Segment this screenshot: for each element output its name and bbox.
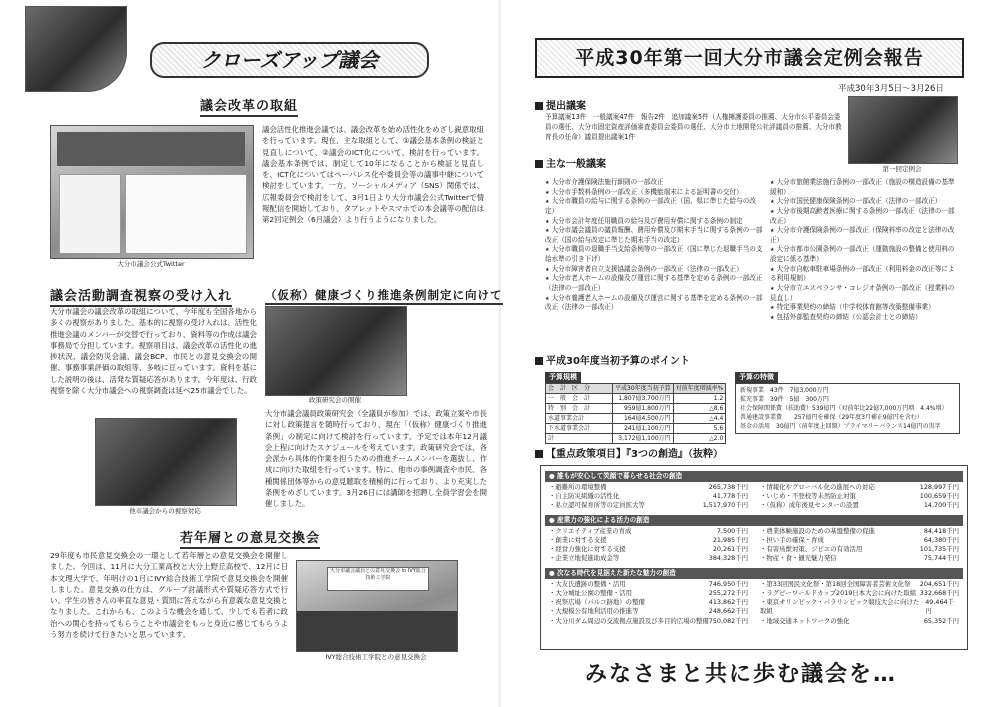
policy-item-amount: 413,862千円	[708, 598, 748, 607]
policy-item-amount: 20,261千円	[712, 545, 748, 554]
policy-item-amount: 265,738千円	[708, 482, 748, 491]
budget-table-cell: 164億4,500万円	[613, 414, 674, 424]
budget-table-row	[546, 394, 726, 404]
health-title: （仮称）健康づくり推進条例制定に向けて	[265, 288, 503, 304]
policy-column	[760, 527, 959, 564]
reform-title: 議会改革の取組	[200, 98, 298, 116]
policy-item-amount: 14,700千円	[923, 501, 959, 510]
policy-item-name: ・ ラグビーワールドカップ2019日本大会に向けた取組	[760, 589, 916, 598]
budget-features-list	[735, 383, 960, 434]
budget-table-header-cell: 会 計 区 分	[546, 384, 613, 394]
policy-item-name: ・ 大友氏遺跡の整備・活用	[549, 580, 626, 589]
budget-table-header-cell: 対前年度増減率%	[673, 384, 726, 394]
policy-item-name: ・ 情報化やグローバル化の進展への対応	[760, 483, 875, 492]
budget-table-cell: 計	[546, 434, 613, 444]
policy-item-name: ・ 地域交通ネットワークの強化	[760, 617, 849, 626]
budget-feature-line: 新規事業 43件 7億3,000万円	[740, 387, 829, 395]
budget-table-cell: △2.0	[673, 434, 726, 444]
policy-item-name: ・ クリエイティブ産業の育成	[549, 527, 631, 536]
policy-column	[760, 580, 959, 626]
policy-category-title: ● 誰もが安心して笑顔で暮らせる社会の創造	[545, 471, 963, 482]
survey-photo	[95, 418, 237, 506]
budget-scale-box	[545, 372, 726, 444]
budget-scale-label: 予算規模	[545, 372, 581, 383]
report-period: 平成30年3月5日～3月26日	[838, 84, 944, 94]
policy-item-amount: 255,272千円	[708, 588, 748, 597]
budget-table-cell: 241億1,100万円	[613, 424, 674, 434]
policy-column	[549, 580, 748, 626]
policy-item	[549, 580, 748, 589]
twitter-caption: 大分市議会公式Twitter	[117, 260, 185, 268]
policy-category-title: ● 産業力の強化による活力の創造	[545, 515, 963, 526]
reform-text: 議会活性化推進会議では、議会改革を始め活性化をめざし鋭意取組を行っています。現在、主な取組として、①議会基本条例の検証と見直しについて、②議会のICT化について、検討を行っています。議会基本条例では、制定して10年になることから検証と見直しを、ICT化についてはペーパレス化や委員会等の議事中継について検討をしています。一方、ソーシャルメディア（SNS）関係では、広報委員会で検討をして、3月1日より大分市議会公式Twitterで情報配信を開始しており、タブレットやスマホでの本会議等の配信は第2回定例会（6月議会）より行うようになりました。	[262, 125, 484, 224]
budget-heading: 平成30年度当初予算のポイント	[535, 355, 690, 369]
policy-item-amount: 100,659千円	[919, 492, 959, 501]
budget-table-cell: 1,807億3,700万円	[613, 394, 674, 404]
proposals-text: 予算議案13件 一般議案47件 報告2件 追加議案5件（人権擁護委員の推薦、大分市公平委員会委員の選任、大分市固定資産評価審査委員会委員の選任、大分市土地開発公社評議員の推薦、大分市教育長の任命）議員提出議案1件	[545, 113, 842, 141]
general-bill-item: ★ 大分市老人ホームの設備及び運営に関する基準を定める条例の一部改正（法律の一部改正）	[545, 274, 765, 293]
policy-box	[540, 465, 968, 650]
policy-item-amount: 248,662千円	[708, 607, 748, 616]
policy-item-name: ・ 物産・食・観光魅力発信	[760, 554, 837, 563]
general-bill-item: ★ 大分市後期高齢者医療に関する条例の一部改正（法律の一部改正）	[770, 207, 960, 226]
policy-item-name: ・ （仮称）成年後見センターの設置	[760, 501, 859, 510]
policy-item-amount: 64,380千円	[923, 535, 959, 544]
policy-item-name: ・ 避難所の環境整備	[549, 483, 607, 492]
youth-photo	[296, 560, 458, 652]
budget-table-row	[546, 434, 726, 444]
policy-item	[549, 554, 748, 563]
survey-title: 議会活動調査視察の受け入れ	[50, 288, 232, 306]
policy-category-items	[545, 579, 963, 627]
budget-table-cell: 5.6	[673, 424, 726, 434]
general-bill-item: ★ 包括外部監査契約の締結（公認会計士との締結）	[770, 313, 960, 323]
survey-caption: 他市議会からの視察対応	[129, 507, 201, 515]
policy-item-name: ・ 大分城址公園の整備・活用	[549, 589, 632, 598]
health-text: 大分市議会議員政策研究会（全議員が参加）では、政策立案や市長に対し政策提言を随時行っており、現在「（仮称）健康づくり推進条例」の制定に向けて検討を行っています。予定では本年12月議会上程に向けたスケジュールを考えています。政策研究会では、各会派から具体的作業を担うための推進チームメンバーを選抜し、作成に向けた取組を行っています。特に、他市の事例調査や市民、各種関係団体等からの意見聴取を積極的に行っており、より充実した条例をめざしています。3月26日には講師を招聘し全員学習会を開催しました。	[265, 409, 487, 508]
proposals-heading: 提出議案	[535, 100, 586, 114]
policy-item	[760, 527, 959, 536]
general-list-right	[770, 178, 960, 322]
budget-feature-line: 社会保障関係費（扶助費）539億円（対前年比22億7,000万円増 4.4%増）	[740, 405, 948, 413]
general-bill-item: ★ 大分市職員の給与に関する条例の一部改正（国、県に準じた給与の改定）	[545, 197, 765, 216]
policy-item-name: ・ 自主防災組織の活性化	[549, 492, 619, 501]
policy-item-name: ・ 祝祭広場（パルコ跡地）の整備	[549, 598, 645, 607]
budget-table-cell: 959億1,800万円	[613, 404, 674, 414]
general-bill-item: ★ 大分市養護老人ホームの設備及び運営に関する基準を定める条例の一部改正（法律の一部改正）	[545, 294, 765, 313]
policy-item-amount: 1,517,970千円	[702, 501, 748, 510]
budget-features-label: 予算の特徴	[735, 372, 778, 383]
general-bill-item: ★ 特定事業契約の締結（中学校体育館等改築整備事業）	[770, 303, 960, 313]
policy-item-name: ・ 担い手の確保・育成	[760, 536, 824, 545]
report-title: 平成30年第一回大分市議会定例会報告	[535, 38, 964, 78]
budget-table-row	[546, 414, 726, 424]
youth-title: 若年層との意見交換会	[180, 530, 320, 548]
budget-table-cell: △4.4	[673, 414, 726, 424]
general-list-left	[545, 178, 765, 313]
budget-table-cell: 一 般 会 計	[546, 394, 613, 404]
policy-item-amount: 750,082千円	[708, 616, 748, 625]
policy-category-items	[545, 482, 963, 512]
closing-message: みなさまと共に歩む議会を…	[585, 662, 898, 687]
policy-item-amount: 204,651千円	[919, 579, 959, 588]
policy-column	[760, 483, 959, 511]
survey-text-top: 大分市議会の議会改革の取組について、今年度も全国各地から多くの視察がありました。基本的に視察の受け入れは、活性化推進会議のメンバーが交替で行っており、資料等の作成は議会事務局で分担しています。視察項目は、議会改革の活性化の進捗状況、議会防災会議、議会BCP、市民との意見交換会の開催、事務事業評価の取組等、多岐に亘っています。資料を基にした説明の後は、活発な質疑応答があります。今年度は、行政視察を除く大分市議会への視察調査は延べ25市議会でした。	[50, 307, 257, 395]
policy-item-name: ・ 有害鳥獣対策、ジビエの有効活用	[760, 545, 862, 554]
budget-feature-line: 普通建設事業費 257億円を確保（29年度3月補正9億円を含む）	[740, 414, 923, 422]
budget-table-cell: 特 別 会 計	[546, 404, 613, 414]
budget-scale-table	[545, 383, 726, 444]
policy-column	[549, 527, 748, 564]
session-photo	[848, 96, 958, 164]
policy-item-amount: 21,985千円	[712, 535, 748, 544]
budget-feature-line: 基金の活用 30億円（前年度上回額）プライマリーバランス14億円の黒字	[740, 423, 941, 431]
policy-item-amount: 75,744千円	[923, 554, 959, 563]
budget-table-cell: 下水道事業会計	[546, 424, 613, 434]
policy-column	[549, 483, 748, 511]
policy-item-amount: 101,735千円	[919, 545, 959, 554]
policy-item-name: ・ 大規模公有地利活用の推進等	[549, 607, 638, 616]
general-bill-item: ★ 大分市国民健康保険条例の一部改正（法律の一部改正）	[770, 197, 960, 207]
policy-item	[760, 589, 959, 598]
policy-item	[760, 536, 959, 545]
general-heading: 主な一般議案	[535, 158, 606, 172]
policy-category-items	[545, 526, 963, 565]
health-caption: 政策研究会の開催	[309, 396, 361, 404]
policy-item	[760, 580, 959, 589]
general-bill-item: ★ 大分市職員の退職手当支給条例等の一部改正（国に準じた退職手当の支給水準の引き下げ）	[545, 245, 765, 264]
policy-item	[760, 554, 959, 563]
general-bill-item: ★ 大分市障害者自立支援協議会条例の一部改正（法律の一部改正）	[545, 265, 765, 275]
policy-item-name: ・ 大分川ダム周辺の交流拠点施設及び多目的広場の整備	[549, 617, 709, 626]
youth-caption: IVY総合技術工学院との意見交換会	[325, 653, 427, 661]
policy-item	[549, 536, 748, 545]
budget-table-row	[546, 424, 726, 434]
policy-item	[549, 589, 748, 598]
policy-item	[549, 483, 748, 492]
policy-item-name: ・ いじめ・不登校等未然防止対策	[760, 492, 856, 501]
budget-table-cell: 3,172億1,100万円	[613, 434, 674, 444]
policy-item-name: ・ 農業体験施設のための基盤整備の促進	[760, 527, 875, 536]
budget-features-box	[735, 372, 960, 434]
policy-item-name: ・ 東京オリンピック・パラリンピック競技大会に向けた取組	[760, 598, 925, 617]
general-bill-item: ★ 大分市都市公園条例の一部改正（運動施設の整備と使用料の設定に係る基準）	[770, 245, 960, 264]
policy-item-name: ・ 私立認可保育所等の定員拡大等	[549, 501, 645, 510]
policy-item-name: ・ 創業に対する支援	[549, 536, 607, 545]
policy-item-amount: 41,778千円	[712, 492, 748, 501]
policy-item-amount: 332,668千円	[919, 588, 959, 597]
policy-item	[549, 617, 748, 626]
youth-event-banner: 大分市議会議員との意見交換会 in IVY総合技術工学院	[327, 567, 429, 591]
general-bill-item: ★ 大分市議会議員の議員報酬、費用弁償及び期末手当に関する条例の一部改正（国の給与改定に準じた期末手当の改定）	[545, 226, 765, 245]
general-bill-item: ★ 大分市旅館業法施行条例の一部改正（施設の構造設備の基準緩和）	[770, 178, 960, 197]
budget-table-cell: 水道事業会計	[546, 414, 613, 424]
page-fold	[499, 0, 501, 707]
youth-text: 29年度も市民意見交換会の一環として若年層との意見交換会を開催しました。今回は、11月に大分工業高校と大分上野丘高校で、12月に日本文理大学で、年明けの1月にIVY総合技術工学院で意見交換会を開催しました。意見交換の仕方は、グループ討議形式や質疑応答方式で行い、学生の皆さんの率直な意見・質問に答えながら有意義な意見交換となりました。これからも、このような機会を通して、少しでも若者に政治への関心を持ってもらうことや市議会をもっと身近に感じてもらうよう努力を続けて行きたいと思っています。	[50, 551, 288, 639]
general-bill-item: ★ 大分市会計年度任用職員の給与及び費用弁償に関する条例の制定	[545, 217, 765, 227]
policy-item-amount: 65,352千円	[923, 616, 959, 625]
budget-table-header-cell: 平成30年度当初予算	[613, 384, 674, 394]
general-bill-item: ★ 大分市自転車駐車場条例の一部改正（利用料金の改正等による利用規制）	[770, 265, 960, 284]
policy-item-amount: 84,418千円	[923, 526, 959, 535]
policy-item-name: ・ 第33回国民文化祭・第18回全国障害者芸術文化祭	[760, 580, 910, 589]
session-caption: 第一回定例会	[882, 165, 922, 173]
policy-item-amount: 128,997千円	[919, 482, 959, 491]
speaker-portrait-photo	[25, 6, 127, 92]
general-bill-item: ★ 大分市手数料条例の一部改正（多機能端末による証明書の交付）	[545, 188, 765, 198]
policy-item	[549, 501, 748, 510]
policy-item-amount: 7,500千円	[716, 526, 748, 535]
policy-item-amount: 746,950千円	[708, 579, 748, 588]
policy-item-amount: 49,464千円	[925, 598, 954, 616]
general-bill-item: ★ 大分市介護保険条例の一部改正（保険料率の改定と法律の改正）	[770, 226, 960, 245]
policy-item-name: ・ 企業立地促進助成金等	[549, 554, 619, 563]
budget-table-cell: △8.6	[673, 404, 726, 414]
policy-item	[760, 617, 959, 626]
policy-item	[760, 598, 959, 617]
policy-item	[549, 607, 748, 616]
closeup-banner: クローズアップ議会	[150, 42, 429, 78]
policy-item	[760, 501, 959, 510]
health-photo	[265, 306, 407, 396]
general-bill-item: ★ 大分市立エスペランサ・コレジオ条例の一部改正（授業料の見直し）	[770, 284, 960, 303]
budget-table-cell: 1.2	[673, 394, 726, 404]
budget-table-header	[546, 384, 726, 394]
budget-table-row	[546, 404, 726, 414]
twitter-screenshot	[50, 125, 254, 259]
general-bill-item: ★ 大分市介護保険法施行細則の一部改正	[545, 178, 765, 188]
policy-category-title: ● 次なる時代を見据えた新たな魅力の創造	[545, 568, 963, 579]
policy-item-amount: 384,328千円	[708, 554, 748, 563]
policy-item	[549, 527, 748, 536]
policy-heading: 【重点政策項目】『3つの創造』（抜粋）	[535, 448, 723, 462]
policy-item-name: ・ 経営力強化に対する支援	[549, 545, 626, 554]
budget-feature-line: 拡充事業 39件 5億 300万円	[740, 396, 829, 404]
policy-item	[760, 483, 959, 492]
